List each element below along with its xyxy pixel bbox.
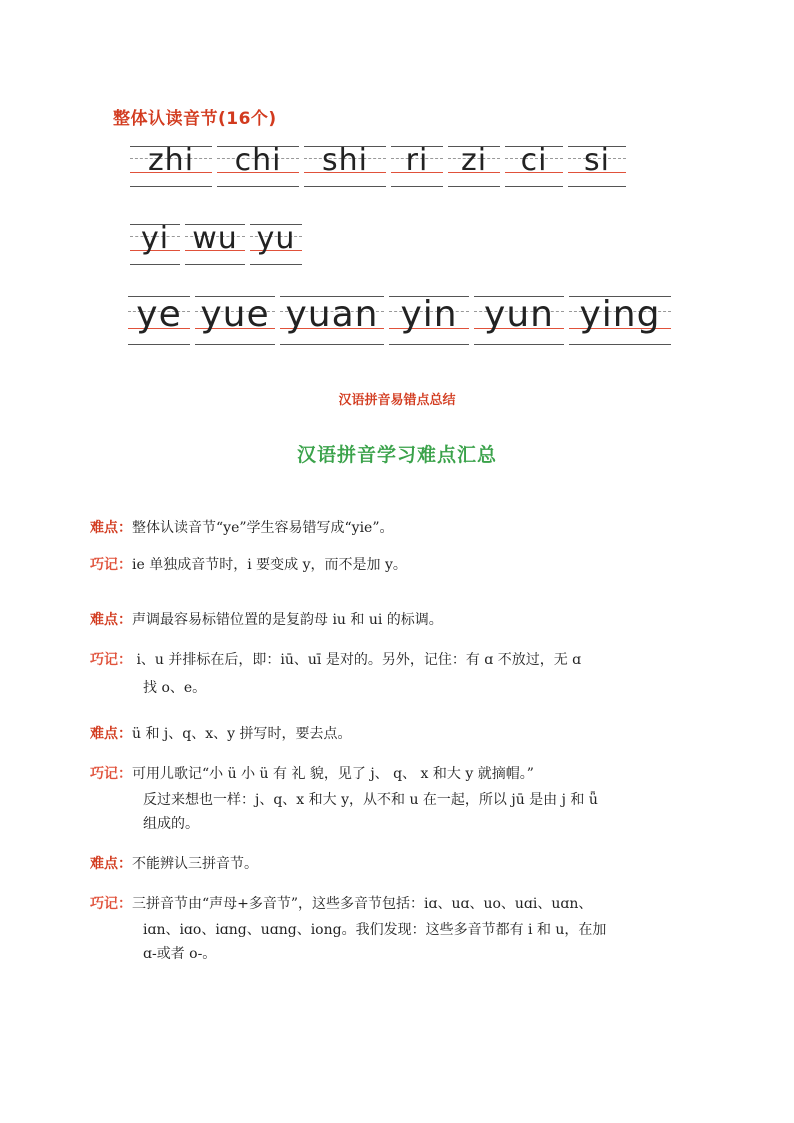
syllable-row-2 — [130, 222, 302, 266]
note-tip — [90, 648, 730, 700]
syllable-cell — [474, 294, 564, 346]
summary-title: 汉语拼音学习难点汇总 — [296, 444, 497, 466]
note-tip — [90, 553, 730, 577]
syllable-text: yi — [140, 221, 170, 256]
tip-tag: 巧记： — [90, 557, 132, 573]
syllable-cell — [568, 144, 626, 188]
syllable-text: zi — [460, 143, 488, 178]
note-tip — [90, 762, 730, 836]
note-continuation: 反过来想也一样：j、q、x 和大 y，从不和 u 在一起，所以 jū 是由 j 和 ǖ — [143, 792, 598, 808]
syllable-row-3 — [128, 294, 671, 338]
note-text: 可用儿歌记“小 ü 小 ü 有 礼 貌，见了 j、 q、 x 和大 y 就摘帽。” — [132, 766, 534, 782]
note-continuation: ɑ-或者 o-。 — [143, 946, 217, 962]
note-text: ü 和 j、q、x、y 拼写时，要去点。 — [132, 726, 352, 742]
syllable-text: yue — [200, 294, 270, 335]
summary-subtitle: 汉语拼音易错点总结 — [338, 393, 456, 408]
syllable-cell — [195, 294, 275, 346]
syllable-text: ying — [579, 294, 661, 335]
note-text: 不能辨认三拼音节。 — [132, 856, 258, 872]
note-difficulty — [90, 852, 730, 876]
syllable-text: yin — [400, 294, 458, 335]
syllable-text: yu — [256, 221, 296, 256]
syllable-text: ci — [520, 143, 548, 178]
note-text: 整体认读音节“ye”学生容易错写成“yie”。 — [132, 520, 394, 536]
syllable-cell — [185, 222, 245, 266]
syllable-text: yun — [484, 294, 554, 335]
tip-tag: 巧记： — [90, 652, 132, 668]
syllable-text: ye — [136, 294, 182, 335]
difficulty-tag: 难点： — [90, 856, 132, 872]
note-text: 声调最容易标错位置的是复韵母 iu 和 ui 的标调。 — [132, 612, 443, 628]
syllable-cell — [128, 294, 190, 346]
syllable-cell — [389, 294, 469, 346]
note-text: ie 单独成音节时，i 要变成 y，而不是加 y。 — [132, 557, 407, 573]
syllable-cell — [250, 222, 302, 266]
note-continuation: 组成的。 — [143, 816, 199, 832]
syllable-cell — [217, 144, 299, 188]
syllable-cell — [569, 294, 671, 346]
note-difficulty — [90, 516, 730, 540]
syllable-text: zhi — [147, 143, 195, 178]
syllable-row-1 — [130, 144, 626, 188]
syllable-cell — [505, 144, 563, 188]
note-text: 三拼音节由“声母+多音节”，这些多音节包括：iɑ、uɑ、uo、uɑi、uɑn、 — [132, 896, 593, 912]
syllable-cell — [130, 144, 212, 188]
difficulty-tag: 难点： — [90, 726, 132, 742]
syllable-text: si — [584, 143, 610, 178]
syllable-text: yuan — [285, 294, 379, 335]
note-continuation: 找 o、e。 — [143, 680, 207, 696]
syllable-cell — [304, 144, 386, 188]
note-tip — [90, 892, 730, 966]
syllable-text: wu — [192, 221, 238, 256]
syllable-text: chi — [234, 143, 282, 178]
tip-tag: 巧记： — [90, 766, 132, 782]
note-continuation: iɑn、iɑo、iɑng、uɑng、iong。我们发现：这些多音节都有 i 和 u，在加 — [143, 922, 607, 938]
note-text: i、u 并排标在后，即：iū、uī 是对的。另外，记住：有 ɑ 不放过，无 ɑ — [132, 652, 582, 668]
syllable-cell — [130, 222, 180, 266]
note-difficulty — [90, 608, 730, 632]
syllable-cell — [391, 144, 443, 188]
syllable-text: shi — [322, 143, 368, 178]
tip-tag: 巧记： — [90, 896, 132, 912]
difficulty-tag: 难点： — [90, 612, 132, 628]
note-difficulty — [90, 722, 730, 746]
syllable-cell — [448, 144, 500, 188]
section-title: 整体认读音节(16个) — [113, 109, 277, 129]
syllable-text: ri — [405, 143, 429, 178]
syllable-cell — [280, 294, 384, 346]
difficulty-tag: 难点： — [90, 520, 132, 536]
